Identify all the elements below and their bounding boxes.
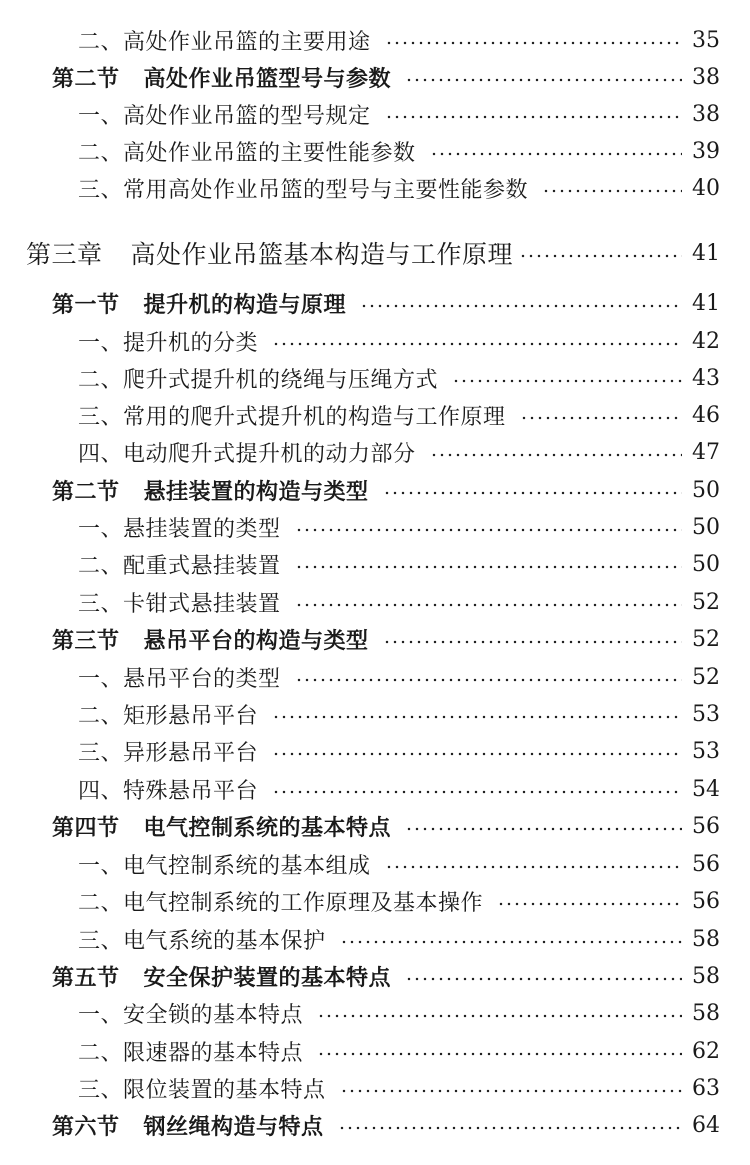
toc-item-title: 二、矩形悬吊平台	[78, 703, 259, 729]
section-number: 第三节	[52, 627, 120, 654]
toc-item[interactable]	[0, 846, 750, 882]
toc-section-title	[52, 624, 369, 655]
toc-item[interactable]	[0, 1033, 750, 1069]
section-number: 第四节	[52, 814, 120, 841]
toc-item[interactable]	[0, 546, 750, 582]
toc-item-title: 二、高处作业吊篮的主要性能参数	[78, 140, 416, 166]
dot-leader	[340, 1089, 682, 1093]
toc-item-title: 三、常用高处作业吊篮的型号与主要性能参数	[78, 177, 529, 203]
toc-item[interactable]	[0, 133, 750, 169]
toc-section[interactable]	[0, 472, 750, 508]
dot-leader	[383, 491, 682, 495]
section-number: 第五节	[52, 964, 120, 991]
toc-item[interactable]	[0, 771, 750, 807]
toc-item-page: 47	[692, 439, 720, 465]
toc-item-title: 二、电气控制系统的工作原理及基本操作	[78, 890, 484, 916]
dot-leader	[405, 977, 682, 981]
toc-item-page: 52	[692, 589, 720, 615]
toc-item-page: 42	[692, 328, 720, 354]
toc-item-title: 三、异形悬吊平台	[78, 740, 259, 766]
toc-section[interactable]	[0, 808, 750, 844]
dot-leader	[317, 1052, 682, 1056]
dot-leader	[405, 78, 682, 82]
toc-item-page: 38	[692, 101, 720, 127]
toc-item-title: 一、提升机的分类	[78, 330, 259, 356]
toc-item-title: 四、特殊悬吊平台	[78, 778, 259, 804]
toc-section-title	[52, 475, 369, 506]
dot-leader	[430, 453, 682, 457]
section-name: 悬吊平台的构造与类型	[143, 627, 369, 654]
dot-leader	[542, 189, 682, 193]
toc-section-title	[52, 288, 346, 319]
dot-leader	[497, 902, 682, 906]
section-number: 第二节	[52, 65, 120, 92]
toc-section-page: 50	[692, 477, 720, 503]
dot-leader	[340, 940, 682, 944]
toc-item-page: 58	[692, 1000, 720, 1026]
toc-item[interactable]	[0, 921, 750, 957]
dot-leader	[360, 304, 682, 308]
section-name: 安全保护装置的基本特点	[143, 964, 392, 991]
dot-leader	[338, 1126, 682, 1130]
toc-section[interactable]	[0, 958, 750, 994]
toc-item-title: 三、卡钳式悬挂装置	[78, 591, 281, 617]
chapter-name: 高处作业吊篮基本构造与工作原理	[130, 240, 514, 269]
toc-item-page: 40	[692, 175, 720, 201]
toc-item-title: 三、常用的爬升式提升机的构造与工作原理	[78, 404, 506, 430]
toc-item-page: 63	[692, 1075, 720, 1101]
toc-item-page: 56	[692, 888, 720, 914]
toc-section-title	[52, 811, 391, 842]
toc-item[interactable]	[0, 96, 750, 132]
section-name: 电气控制系统的基本特点	[143, 814, 392, 841]
toc-section-page: 64	[692, 1112, 720, 1138]
toc-section[interactable]	[0, 59, 750, 95]
chapter-number: 第三章	[26, 240, 103, 269]
toc-item-title: 二、高处作业吊篮的主要用途	[78, 29, 371, 55]
toc-item[interactable]	[0, 584, 750, 620]
toc-item-page: 35	[692, 27, 720, 53]
dot-leader	[519, 254, 682, 258]
toc-item[interactable]	[0, 733, 750, 769]
toc-item-page: 62	[692, 1038, 720, 1064]
toc-item-page: 43	[692, 365, 720, 391]
dot-leader	[385, 865, 682, 869]
toc-item-page: 50	[692, 551, 720, 577]
toc-item[interactable]	[0, 360, 750, 396]
toc-item-page: 53	[692, 738, 720, 764]
toc-item[interactable]	[0, 995, 750, 1031]
toc-section-page: 41	[692, 290, 720, 316]
dot-leader	[385, 115, 682, 119]
toc-section-page: 52	[692, 626, 720, 652]
toc-item-title: 三、电气系统的基本保护	[78, 928, 326, 954]
toc-section[interactable]	[0, 1107, 750, 1143]
toc-item-title: 四、电动爬升式提升机的动力部分	[78, 441, 416, 467]
dot-leader	[452, 379, 682, 383]
toc-item-page: 54	[692, 776, 720, 802]
toc-section-page: 38	[692, 64, 720, 90]
toc-section-title	[52, 62, 391, 93]
toc-section-title	[52, 1110, 324, 1141]
toc-item-page: 56	[692, 851, 720, 877]
toc-item[interactable]	[0, 696, 750, 732]
dot-leader	[272, 342, 682, 346]
toc-chapter-title	[26, 235, 513, 271]
toc-section[interactable]	[0, 621, 750, 657]
section-name: 悬挂装置的构造与类型	[143, 478, 369, 505]
toc-item-title: 二、限速器的基本特点	[78, 1040, 304, 1066]
toc-item-title: 三、限位装置的基本特点	[78, 1077, 326, 1103]
toc-section-title	[52, 961, 391, 992]
toc-item[interactable]	[0, 170, 750, 206]
dot-leader	[295, 565, 682, 569]
dot-leader	[317, 1014, 682, 1018]
toc-item-title: 一、悬挂装置的类型	[78, 516, 281, 542]
toc-chapter-page: 41	[692, 240, 720, 266]
toc-item-page: 58	[692, 926, 720, 952]
section-name: 高处作业吊篮型号与参数	[143, 65, 392, 92]
toc-item[interactable]	[0, 22, 750, 58]
toc-section[interactable]	[0, 285, 750, 321]
toc-item-title: 二、爬升式提升机的绕绳与压绳方式	[78, 367, 439, 393]
toc-item-title: 二、配重式悬挂装置	[78, 553, 281, 579]
dot-leader	[520, 416, 682, 420]
toc-item-title: 一、悬吊平台的类型	[78, 666, 281, 692]
toc-item-title: 一、高处作业吊篮的型号规定	[78, 103, 371, 129]
dot-leader	[405, 827, 682, 831]
dot-leader	[385, 41, 682, 45]
section-number: 第二节	[52, 478, 120, 505]
dot-leader	[295, 528, 682, 532]
dot-leader	[430, 152, 682, 156]
toc-item[interactable]	[0, 509, 750, 545]
section-number: 第六节	[52, 1113, 120, 1140]
toc-item-page: 46	[692, 402, 720, 428]
toc-chapter[interactable]	[0, 235, 750, 271]
toc-item[interactable]	[0, 323, 750, 359]
section-number: 第一节	[52, 291, 120, 318]
section-name: 钢丝绳构造与特点	[143, 1113, 324, 1140]
toc-item[interactable]	[0, 434, 750, 470]
toc-item-title: 一、安全锁的基本特点	[78, 1002, 304, 1028]
toc-item[interactable]	[0, 659, 750, 695]
dot-leader	[272, 752, 682, 756]
toc-item-page: 52	[692, 664, 720, 690]
dot-leader	[295, 603, 682, 607]
dot-leader	[383, 640, 682, 644]
toc-item-title: 一、电气控制系统的基本组成	[78, 853, 371, 879]
section-name: 提升机的构造与原理	[143, 291, 347, 318]
dot-leader	[272, 715, 682, 719]
toc-section-page: 58	[692, 963, 720, 989]
toc-item[interactable]	[0, 1070, 750, 1106]
toc-item[interactable]	[0, 883, 750, 919]
toc-item-page: 50	[692, 514, 720, 540]
toc-item-page: 39	[692, 138, 720, 164]
toc-section-page: 56	[692, 813, 720, 839]
toc-item[interactable]	[0, 397, 750, 433]
dot-leader	[295, 678, 682, 682]
toc-item-page: 53	[692, 701, 720, 727]
dot-leader	[272, 790, 682, 794]
